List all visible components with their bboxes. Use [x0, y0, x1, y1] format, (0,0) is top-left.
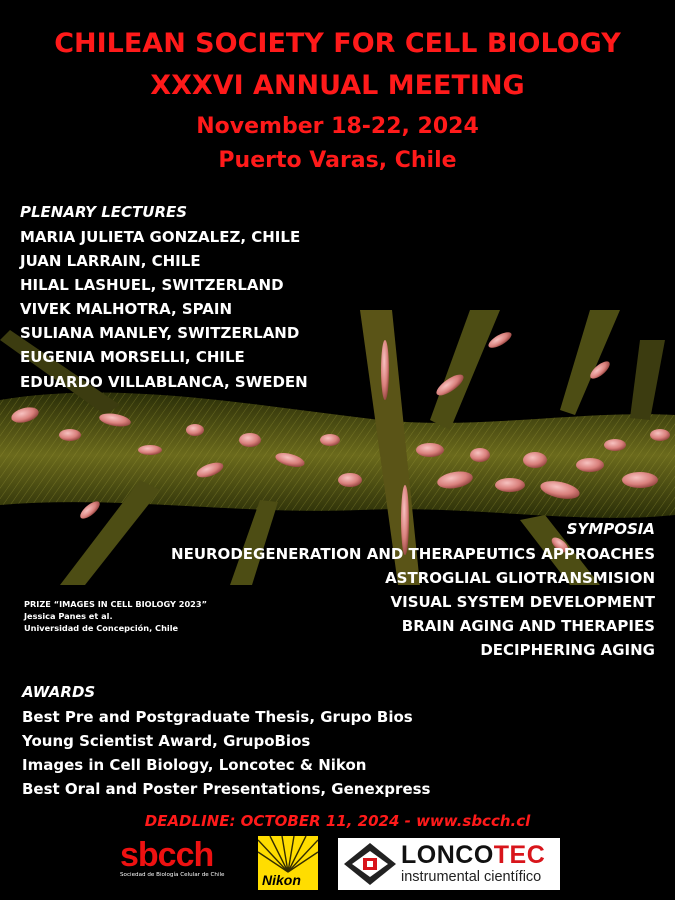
symposia-item: ASTROGLIAL GLIOTRANSMISION [385, 569, 655, 588]
loncotec-logo-text [401, 841, 545, 870]
image-prize-credit [24, 598, 207, 634]
deadline-text: DEADLINE: OCTOBER 11, 2024 - www.sbcch.cl [144, 812, 531, 830]
award-item: Best Pre and Postgraduate Thesis, Grupo Bios [22, 708, 413, 726]
symposia-item: DECIPHERING AGING [480, 641, 655, 660]
plenary-item: SULIANA MANLEY, SWITZERLAND [20, 324, 300, 343]
plenary-item: HILAL LASHUEL, SWITZERLAND [20, 276, 284, 295]
award-item: Images in Cell Biology, Loncotec & Nikon [22, 756, 367, 775]
loncotec-logo-subtitle: instrumental científico [401, 869, 542, 885]
meeting-dates: November 18-22, 2024 [196, 114, 479, 139]
loncotec-name-part: LONCO [401, 841, 494, 869]
symposia-item: VISUAL SYSTEM DEVELOPMENT [390, 593, 655, 612]
prize-institution: Universidad de Concepción, Chile [24, 623, 179, 633]
plenary-item: MARIA JULIETA GONZALEZ, CHILE [20, 228, 301, 246]
plenary-list [20, 225, 308, 394]
symposia-heading: SYMPOSIA [566, 520, 655, 538]
title-society: CHILEAN SOCIETY FOR CELL BIOLOGY [54, 28, 621, 59]
symposia-list [171, 542, 655, 662]
prize-title: PRIZE “IMAGES IN CELL BIOLOGY 2023” [24, 599, 207, 609]
nikon-logo-text: Nikon [262, 872, 301, 888]
plenary-item: JUAN LARRAIN, CHILE [20, 252, 201, 271]
symposia-item: NEURODEGENERATION AND THERAPEUTICS APPROACHES [171, 545, 655, 563]
loncotec-name-accent: TEC [493, 841, 546, 869]
award-item: Best Oral and Poster Presentations, Genexpress [22, 780, 431, 799]
awards-list [22, 705, 430, 801]
sbcch-logo-subtitle: Sociedad de Biología Celular de Chile [120, 872, 225, 878]
loncotec-emblem-icon [342, 841, 398, 887]
sbcch-logo [120, 838, 236, 888]
title-meeting: XXXVI ANNUAL MEETING [150, 70, 525, 101]
plenary-heading: PLENARY LECTURES [20, 203, 188, 221]
meeting-location: Puerto Varas, Chile [218, 148, 457, 173]
symposia-item: BRAIN AGING AND THERAPIES [401, 617, 655, 636]
plenary-item: EDUARDO VILLABLANCA, SWEDEN [20, 372, 308, 391]
plenary-item: EUGENIA MORSELLI, CHILE [20, 348, 245, 367]
plenary-item: VIVEK MALHOTRA, SPAIN [20, 300, 233, 319]
loncotec-logo [338, 838, 560, 890]
awards-heading: AWARDS [22, 683, 96, 701]
award-item: Young Scientist Award, GrupoBios [22, 732, 311, 751]
prize-author: Jessica Panes et al. [24, 611, 113, 621]
sbcch-logo-text: sbcch [120, 836, 214, 874]
nikon-logo [258, 836, 318, 890]
